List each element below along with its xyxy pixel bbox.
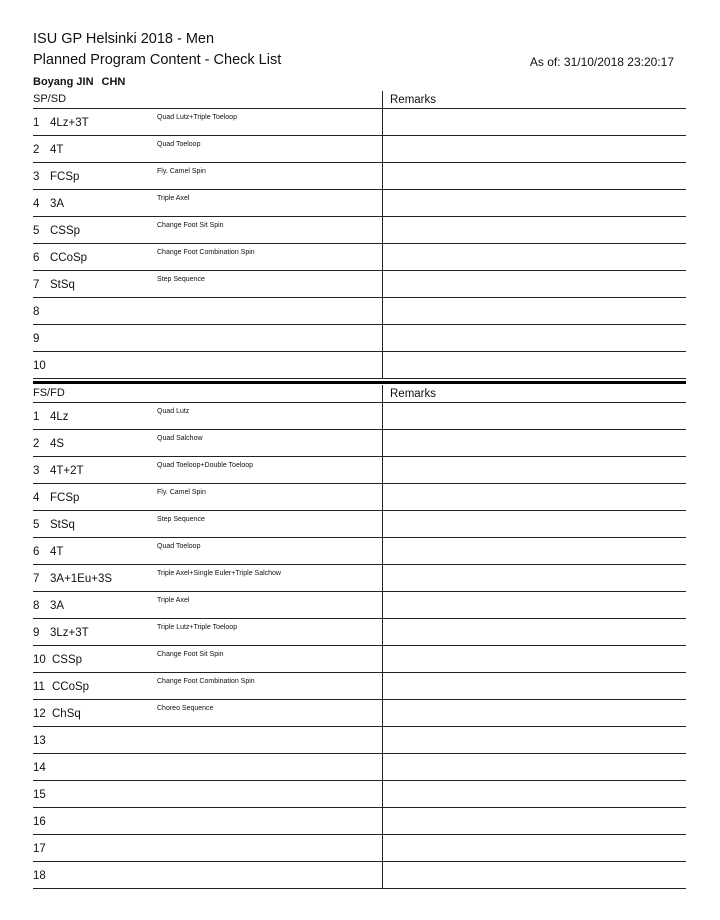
row-number: 16 — [33, 816, 46, 828]
element-code: FCSp — [50, 171, 80, 183]
remarks-header: Remarks — [390, 388, 437, 400]
element-description: Quad Lutz — [157, 408, 190, 415]
row-number: 1 — [33, 117, 40, 129]
row-number: 10 — [33, 360, 46, 372]
element-code: 4Lz — [50, 411, 69, 423]
element-description: Quad Toeloop+Double Toeloop — [157, 462, 254, 469]
element-code: StSq — [50, 519, 75, 531]
row-number: 7 — [33, 573, 40, 585]
table-row — [33, 565, 686, 592]
row-number: 13 — [33, 735, 46, 747]
document-subtitle: Planned Program Content - Check List — [33, 52, 282, 68]
element-code: CSSp — [50, 225, 81, 237]
element-description: Triple Axel — [157, 597, 190, 604]
row-number: 18 — [33, 870, 46, 882]
element-description: Quad Salchow — [157, 435, 203, 442]
table-row — [33, 754, 686, 781]
remarks-column-divider — [382, 385, 383, 889]
element-code: 4T+2T — [50, 465, 84, 477]
row-number: 4 — [33, 198, 40, 210]
row-number: 5 — [33, 519, 40, 531]
skater-name: Boyang JIN — [33, 76, 94, 88]
table-row — [33, 592, 686, 619]
table-row — [33, 835, 686, 862]
table-row — [33, 244, 686, 271]
element-code: 4S — [50, 438, 65, 450]
element-description: Step Sequence — [157, 276, 205, 283]
remarks-header: Remarks — [390, 94, 437, 106]
element-code: 3A+1Eu+3S — [50, 573, 113, 585]
element-code: ChSq — [52, 708, 81, 720]
table-row — [33, 163, 686, 190]
table-row — [33, 109, 686, 136]
free-skating-section — [33, 385, 686, 889]
row-number: 6 — [33, 252, 40, 264]
element-code: 3A — [50, 198, 65, 210]
row-number: 17 — [33, 843, 46, 855]
table-row — [33, 619, 686, 646]
table-row — [33, 457, 686, 484]
element-description: Triple Axel+Single Euler+Triple Salchow — [157, 570, 281, 577]
element-description: Step Sequence — [157, 516, 205, 523]
row-number: 11 — [33, 681, 45, 693]
table-row — [33, 136, 686, 163]
table-row — [33, 700, 686, 727]
element-description: Change Foot Sit Spin — [157, 651, 224, 658]
table-row — [33, 430, 686, 457]
table-row — [33, 325, 686, 352]
row-number: 1 — [33, 411, 40, 423]
element-list — [33, 403, 686, 889]
element-description: Fly. Camel Spin — [157, 168, 206, 175]
row-number: 8 — [33, 600, 40, 612]
table-row — [33, 781, 686, 808]
table-row — [33, 298, 686, 325]
section-label: FS/FD — [33, 387, 65, 399]
row-number: 4 — [33, 492, 40, 504]
row-number: 8 — [33, 306, 40, 318]
section-divider — [33, 381, 686, 384]
element-description: Quad Toeloop — [157, 543, 201, 550]
row-number: 3 — [33, 171, 40, 183]
table-row — [33, 538, 686, 565]
element-description: Fly. Camel Spin — [157, 489, 206, 496]
element-description: Change Foot Sit Spin — [157, 222, 224, 229]
table-row — [33, 673, 686, 700]
element-description: Triple Lutz+Triple Toeloop — [157, 624, 238, 631]
table-row — [33, 646, 686, 673]
element-code: 3Lz+3T — [50, 627, 89, 639]
row-number: 14 — [33, 762, 46, 774]
table-row — [33, 484, 686, 511]
element-description: Triple Axel — [157, 195, 190, 202]
element-code: 4T — [50, 144, 64, 156]
row-number: 3 — [33, 465, 40, 477]
skater-info — [33, 76, 133, 88]
table-row — [33, 352, 686, 379]
element-code: 4T — [50, 546, 64, 558]
row-number: 12 — [33, 708, 46, 720]
element-code: CCoSp — [50, 252, 88, 264]
row-number: 9 — [33, 333, 40, 345]
element-description: Quad Toeloop — [157, 141, 201, 148]
table-row — [33, 190, 686, 217]
element-code: FCSp — [50, 492, 80, 504]
table-row — [33, 403, 686, 430]
section-label: SP/SD — [33, 93, 67, 105]
element-description: Change Foot Combination Spin — [157, 249, 255, 256]
short-program-section — [33, 91, 686, 379]
element-description: Quad Lutz+Triple Toeloop — [157, 114, 237, 121]
element-code: 4Lz+3T — [50, 117, 89, 129]
element-list — [33, 109, 686, 379]
skater-nation: CHN — [101, 76, 126, 88]
element-description: Choreo Sequence — [157, 705, 214, 712]
element-code: StSq — [50, 279, 75, 291]
row-number: 6 — [33, 546, 40, 558]
table-row — [33, 862, 686, 889]
row-number: 7 — [33, 279, 40, 291]
row-number: 15 — [33, 789, 46, 801]
row-number: 5 — [33, 225, 40, 237]
as-of-timestamp: As of: 31/10/2018 23:20:17 — [529, 55, 674, 69]
element-code: CCoSp — [52, 681, 90, 693]
section-header — [33, 91, 686, 109]
element-description: Change Foot Combination Spin — [157, 678, 255, 685]
row-number: 2 — [33, 438, 40, 450]
element-code: CSSp — [52, 654, 83, 666]
row-number: 9 — [33, 627, 40, 639]
table-row — [33, 727, 686, 754]
remarks-column-divider — [382, 91, 383, 379]
document-title: ISU GP Helsinki 2018 - Men — [33, 31, 215, 47]
table-row — [33, 217, 686, 244]
table-row — [33, 271, 686, 298]
row-number: 10 — [33, 654, 46, 666]
section-header — [33, 385, 686, 403]
table-row — [33, 511, 686, 538]
row-number: 2 — [33, 144, 40, 156]
table-row — [33, 808, 686, 835]
element-code: 3A — [50, 600, 65, 612]
